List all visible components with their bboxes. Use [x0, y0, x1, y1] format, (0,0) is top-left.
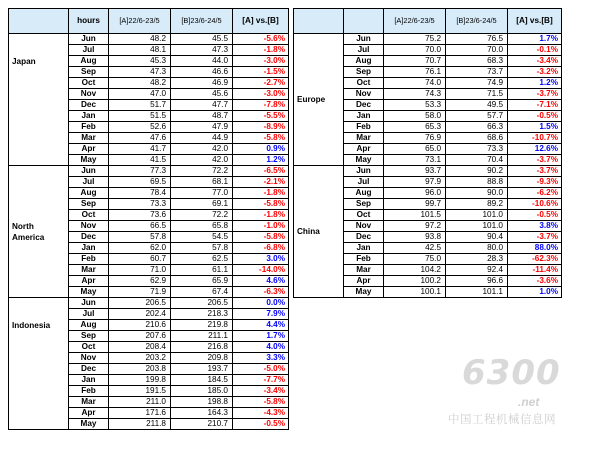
value-a-cell: 208.4 [109, 342, 171, 353]
change-cell: 88.0% [508, 243, 562, 254]
value-b-cell: 90.4 [446, 232, 508, 243]
header-col-a: [A]22/6-23/5 [109, 9, 171, 34]
table-row [9, 166, 289, 177]
value-a-cell: 48.2 [109, 78, 171, 89]
change-cell: -0.5% [233, 419, 289, 430]
value-a-cell: 93.7 [384, 166, 446, 177]
value-b-cell: 73.7 [446, 67, 508, 78]
month-cell: Mar [344, 133, 384, 144]
change-cell: -6.3% [233, 287, 289, 298]
header-col-b: [B]23/6-24/5 [446, 9, 508, 34]
month-cell: Jun [344, 166, 384, 177]
month-cell: Aug [344, 56, 384, 67]
month-cell: Nov [344, 89, 384, 100]
value-b-cell: 68.1 [171, 177, 233, 188]
change-cell: -3.4% [508, 56, 562, 67]
value-a-cell: 75.2 [384, 34, 446, 45]
value-b-cell: 62.5 [171, 254, 233, 265]
month-cell: Mar [69, 397, 109, 408]
value-a-cell: 73.3 [109, 199, 171, 210]
month-cell: Jan [69, 375, 109, 386]
change-cell: -0.5% [508, 210, 562, 221]
value-b-cell: 46.6 [171, 67, 233, 78]
value-a-cell: 202.4 [109, 309, 171, 320]
value-a-cell: 69.5 [109, 177, 171, 188]
value-a-cell: 48.1 [109, 45, 171, 56]
change-cell: 12.6% [508, 144, 562, 155]
value-a-cell: 45.3 [109, 56, 171, 67]
value-b-cell: 70.0 [446, 45, 508, 56]
change-cell: -3.7% [508, 89, 562, 100]
value-a-cell: 76.1 [384, 67, 446, 78]
value-b-cell: 164.3 [171, 408, 233, 419]
month-cell: Sep [69, 331, 109, 342]
change-cell: -6.8% [233, 243, 289, 254]
month-cell: Feb [344, 122, 384, 133]
change-cell: -2.1% [233, 177, 289, 188]
value-b-cell: 90.0 [446, 188, 508, 199]
change-cell: -3.2% [508, 67, 562, 78]
table-row [294, 166, 562, 177]
value-a-cell: 207.6 [109, 331, 171, 342]
change-cell: 4.0% [233, 342, 289, 353]
month-cell: Jul [69, 309, 109, 320]
value-a-cell: 60.7 [109, 254, 171, 265]
month-cell: Aug [69, 188, 109, 199]
month-cell: Aug [69, 56, 109, 67]
value-a-cell: 104.2 [384, 265, 446, 276]
header-hours: hours [69, 9, 109, 34]
month-cell: Jan [344, 111, 384, 122]
value-b-cell: 92.4 [446, 265, 508, 276]
change-cell: -5.8% [233, 133, 289, 144]
value-a-cell: 210.6 [109, 320, 171, 331]
value-b-cell: 76.5 [446, 34, 508, 45]
month-cell: Feb [69, 386, 109, 397]
month-cell: Jul [69, 177, 109, 188]
value-a-cell: 51.7 [109, 100, 171, 111]
change-cell: -7.1% [508, 100, 562, 111]
table-row [9, 34, 289, 45]
change-cell: -6.5% [233, 166, 289, 177]
change-cell: 0.9% [233, 144, 289, 155]
value-b-cell: 49.5 [446, 100, 508, 111]
change-cell: -5.6% [233, 34, 289, 45]
value-a-cell: 65.3 [384, 122, 446, 133]
value-a-cell: 211.8 [109, 419, 171, 430]
value-a-cell: 70.7 [384, 56, 446, 67]
month-cell: Jun [344, 34, 384, 45]
value-a-cell: 97.9 [384, 177, 446, 188]
value-b-cell: 47.7 [171, 100, 233, 111]
value-a-cell: 73.6 [109, 210, 171, 221]
value-a-cell: 100.2 [384, 276, 446, 287]
change-cell: -7.8% [233, 100, 289, 111]
month-cell: Sep [69, 199, 109, 210]
value-a-cell: 199.8 [109, 375, 171, 386]
month-cell: Mar [69, 265, 109, 276]
change-cell: -3.4% [233, 386, 289, 397]
value-b-cell: 70.4 [446, 155, 508, 166]
value-a-cell: 97.2 [384, 221, 446, 232]
value-a-cell: 100.1 [384, 287, 446, 298]
change-cell: -14.0% [233, 265, 289, 276]
value-b-cell: 210.7 [171, 419, 233, 430]
month-cell: May [69, 419, 109, 430]
value-a-cell: 206.5 [109, 298, 171, 309]
change-cell: 1.2% [233, 155, 289, 166]
month-cell: Apr [69, 408, 109, 419]
value-b-cell: 184.5 [171, 375, 233, 386]
change-cell: -62.3% [508, 254, 562, 265]
value-b-cell: 65.8 [171, 221, 233, 232]
value-a-cell: 71.0 [109, 265, 171, 276]
value-a-cell: 101.5 [384, 210, 446, 221]
site-watermark [444, 345, 584, 440]
value-a-cell: 47.3 [109, 67, 171, 78]
region-label: North America [9, 166, 69, 298]
change-cell: -2.7% [233, 78, 289, 89]
value-a-cell: 76.9 [384, 133, 446, 144]
header-col-a: [A]22/6-23/5 [384, 9, 446, 34]
change-cell: 0.0% [233, 298, 289, 309]
value-a-cell: 58.0 [384, 111, 446, 122]
value-b-cell: 57.8 [171, 243, 233, 254]
value-a-cell: 99.7 [384, 199, 446, 210]
month-cell: Jul [344, 45, 384, 56]
month-cell: Oct [69, 78, 109, 89]
value-b-cell: 193.7 [171, 364, 233, 375]
month-cell: Apr [69, 276, 109, 287]
value-a-cell: 65.0 [384, 144, 446, 155]
change-cell: -5.0% [233, 364, 289, 375]
month-cell: Jun [69, 298, 109, 309]
month-cell: Apr [344, 276, 384, 287]
month-cell: Nov [344, 221, 384, 232]
watermark-net: .net [518, 395, 540, 409]
value-a-cell: 41.7 [109, 144, 171, 155]
value-a-cell: 77.3 [109, 166, 171, 177]
month-cell: Dec [344, 232, 384, 243]
month-cell: Dec [69, 364, 109, 375]
value-b-cell: 218.3 [171, 309, 233, 320]
month-cell: Sep [69, 67, 109, 78]
header-blank-hours [344, 9, 384, 34]
month-cell: May [69, 287, 109, 298]
region-label: Indonesia [9, 298, 69, 430]
month-cell: Mar [344, 265, 384, 276]
value-b-cell: 96.6 [446, 276, 508, 287]
month-cell: Nov [69, 89, 109, 100]
month-cell: Jun [69, 34, 109, 45]
month-cell: May [344, 287, 384, 298]
month-cell: Apr [69, 144, 109, 155]
change-cell: 1.5% [508, 122, 562, 133]
change-cell: 4.6% [233, 276, 289, 287]
month-cell: Sep [344, 67, 384, 78]
change-cell: -3.0% [233, 56, 289, 67]
month-cell: Nov [69, 353, 109, 364]
value-b-cell: 42.0 [171, 144, 233, 155]
value-b-cell: 74.9 [446, 78, 508, 89]
value-b-cell: 47.9 [171, 122, 233, 133]
month-cell: Dec [69, 100, 109, 111]
value-b-cell: 48.7 [171, 111, 233, 122]
value-b-cell: 46.9 [171, 78, 233, 89]
value-a-cell: 211.0 [109, 397, 171, 408]
value-a-cell: 73.1 [384, 155, 446, 166]
value-a-cell: 48.2 [109, 34, 171, 45]
change-cell: -3.7% [508, 155, 562, 166]
change-cell: -3.0% [233, 89, 289, 100]
region-label: Europe [294, 34, 344, 166]
value-b-cell: 67.4 [171, 287, 233, 298]
watermark-site-name: 中国工程机械信息网 [448, 414, 556, 426]
value-b-cell: 211.1 [171, 331, 233, 342]
change-cell: 1.2% [508, 78, 562, 89]
value-b-cell: 101.0 [446, 210, 508, 221]
value-b-cell: 44.0 [171, 56, 233, 67]
header-col-vs: [A] vs.[B] [233, 9, 289, 34]
value-b-cell: 45.5 [171, 34, 233, 45]
value-b-cell: 101.1 [446, 287, 508, 298]
month-cell: Feb [69, 254, 109, 265]
value-b-cell: 47.3 [171, 45, 233, 56]
header-col-b: [B]23/6-24/5 [171, 9, 233, 34]
value-a-cell: 51.5 [109, 111, 171, 122]
month-cell: Dec [344, 100, 384, 111]
value-b-cell: 71.5 [446, 89, 508, 100]
value-b-cell: 73.3 [446, 144, 508, 155]
month-cell: Oct [344, 78, 384, 89]
region-label: Japan [9, 34, 69, 166]
month-cell: Mar [69, 133, 109, 144]
change-cell: 3.3% [233, 353, 289, 364]
value-a-cell: 71.9 [109, 287, 171, 298]
change-cell: -1.0% [233, 221, 289, 232]
value-b-cell: 68.6 [446, 133, 508, 144]
value-b-cell: 72.2 [171, 210, 233, 221]
change-cell: -3.7% [508, 166, 562, 177]
month-cell: Jun [69, 166, 109, 177]
change-cell: -1.8% [233, 45, 289, 56]
change-cell: 1.7% [233, 331, 289, 342]
value-b-cell: 198.8 [171, 397, 233, 408]
value-b-cell: 45.6 [171, 89, 233, 100]
value-a-cell: 53.3 [384, 100, 446, 111]
value-b-cell: 77.0 [171, 188, 233, 199]
value-b-cell: 101.0 [446, 221, 508, 232]
table-row [294, 34, 562, 45]
value-a-cell: 41.5 [109, 155, 171, 166]
month-cell: Aug [344, 188, 384, 199]
value-b-cell: 206.5 [171, 298, 233, 309]
value-a-cell: 96.0 [384, 188, 446, 199]
value-a-cell: 47.6 [109, 133, 171, 144]
value-a-cell: 52.6 [109, 122, 171, 133]
month-cell: May [69, 155, 109, 166]
change-cell: -5.8% [233, 199, 289, 210]
value-b-cell: 90.2 [446, 166, 508, 177]
value-b-cell: 61.1 [171, 265, 233, 276]
change-cell: -5.8% [233, 397, 289, 408]
change-cell: 1.7% [508, 34, 562, 45]
month-cell: Oct [69, 210, 109, 221]
change-cell: -1.5% [233, 67, 289, 78]
value-a-cell: 75.0 [384, 254, 446, 265]
header-row [294, 9, 562, 34]
watermark-logo-number: 6300 [462, 353, 561, 393]
value-b-cell: 57.7 [446, 111, 508, 122]
value-a-cell: 171.6 [109, 408, 171, 419]
value-b-cell: 28.3 [446, 254, 508, 265]
change-cell: -7.7% [233, 375, 289, 386]
change-cell: -1.8% [233, 210, 289, 221]
value-b-cell: 80.0 [446, 243, 508, 254]
month-cell: Jan [69, 243, 109, 254]
month-cell: Oct [69, 342, 109, 353]
month-cell: Jul [69, 45, 109, 56]
change-cell: 4.4% [233, 320, 289, 331]
change-cell: -4.3% [233, 408, 289, 419]
left-data-table [8, 8, 289, 430]
change-cell: -3.7% [508, 232, 562, 243]
change-cell: 7.9% [233, 309, 289, 320]
value-a-cell: 203.2 [109, 353, 171, 364]
header-blank [294, 9, 344, 34]
change-cell: -0.1% [508, 45, 562, 56]
value-a-cell: 47.0 [109, 89, 171, 100]
month-cell: Feb [69, 122, 109, 133]
change-cell: -8.9% [233, 122, 289, 133]
value-b-cell: 42.0 [171, 155, 233, 166]
change-cell: -10.7% [508, 133, 562, 144]
month-cell: Sep [344, 199, 384, 210]
change-cell: -5.8% [233, 232, 289, 243]
value-a-cell: 42.5 [384, 243, 446, 254]
change-cell: -1.8% [233, 188, 289, 199]
value-a-cell: 66.5 [109, 221, 171, 232]
change-cell: -3.6% [508, 276, 562, 287]
value-b-cell: 65.9 [171, 276, 233, 287]
change-cell: 3.8% [508, 221, 562, 232]
value-a-cell: 74.3 [384, 89, 446, 100]
value-b-cell: 69.1 [171, 199, 233, 210]
month-cell: Nov [69, 221, 109, 232]
month-cell: Jan [344, 243, 384, 254]
value-b-cell: 44.9 [171, 133, 233, 144]
month-cell: Oct [344, 210, 384, 221]
value-b-cell: 72.2 [171, 166, 233, 177]
month-cell: Jan [69, 111, 109, 122]
change-cell: -5.5% [233, 111, 289, 122]
value-b-cell: 89.2 [446, 199, 508, 210]
month-cell: Aug [69, 320, 109, 331]
header-row [9, 9, 289, 34]
value-b-cell: 66.3 [446, 122, 508, 133]
value-b-cell: 88.8 [446, 177, 508, 188]
change-cell: -10.6% [508, 199, 562, 210]
header-col-vs: [A] vs.[B] [508, 9, 562, 34]
value-b-cell: 219.8 [171, 320, 233, 331]
value-a-cell: 78.4 [109, 188, 171, 199]
value-b-cell: 209.8 [171, 353, 233, 364]
value-a-cell: 191.5 [109, 386, 171, 397]
change-cell: -9.3% [508, 177, 562, 188]
table-row [9, 298, 289, 309]
value-b-cell: 68.3 [446, 56, 508, 67]
value-a-cell: 70.0 [384, 45, 446, 56]
value-a-cell: 93.8 [384, 232, 446, 243]
value-a-cell: 57.8 [109, 232, 171, 243]
change-cell: 1.0% [508, 287, 562, 298]
region-label: China [294, 166, 344, 298]
value-a-cell: 62.9 [109, 276, 171, 287]
change-cell: 3.0% [233, 254, 289, 265]
value-b-cell: 185.0 [171, 386, 233, 397]
change-cell: -0.5% [508, 111, 562, 122]
month-cell: Feb [344, 254, 384, 265]
month-cell: May [344, 155, 384, 166]
header-blank [9, 9, 69, 34]
month-cell: Jul [344, 177, 384, 188]
value-a-cell: 62.0 [109, 243, 171, 254]
value-a-cell: 203.8 [109, 364, 171, 375]
value-a-cell: 74.0 [384, 78, 446, 89]
month-cell: Apr [344, 144, 384, 155]
change-cell: -11.4% [508, 265, 562, 276]
value-b-cell: 54.5 [171, 232, 233, 243]
right-data-table [293, 8, 562, 298]
month-cell: Dec [69, 232, 109, 243]
change-cell: -6.2% [508, 188, 562, 199]
value-b-cell: 216.8 [171, 342, 233, 353]
